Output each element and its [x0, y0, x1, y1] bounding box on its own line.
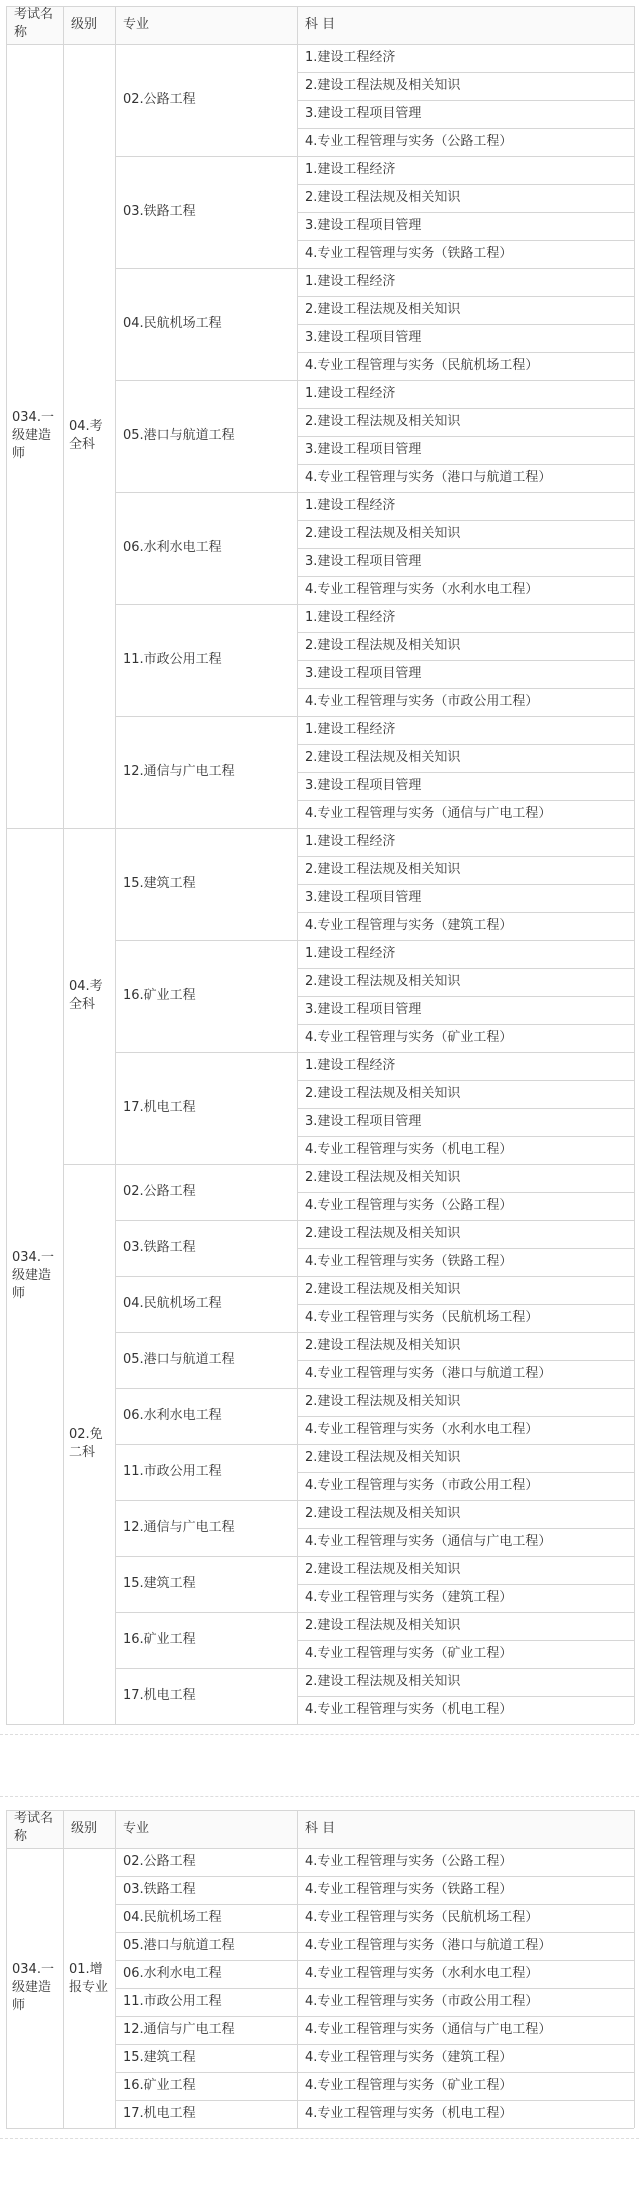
subject-cell: 2.建设工程法规及相关知识 — [305, 750, 461, 765]
major-cell: 04.民航机场工程 — [123, 316, 222, 331]
subject-cell: 4.专业工程管理与实务（市政公用工程） — [305, 1994, 539, 2009]
row-border — [297, 1472, 634, 1473]
subject-cell: 4.专业工程管理与实务（市政公用工程） — [305, 694, 539, 709]
subject-cell: 2.建设工程法规及相关知识 — [305, 1394, 461, 1409]
major-cell: 15.建筑工程 — [123, 876, 196, 891]
row-border — [297, 1416, 634, 1417]
row-border — [115, 1220, 634, 1221]
header-exam-name: 考试名称 — [14, 7, 54, 40]
major-cell: 06.水利水电工程 — [123, 540, 222, 555]
subject-cell: 4.专业工程管理与实务（水利水电工程） — [305, 1422, 539, 1437]
row-border — [115, 156, 634, 157]
subject-cell: 1.建设工程经济 — [305, 162, 396, 177]
subject-cell: 4.专业工程管理与实务（矿业工程） — [305, 1030, 513, 1045]
subject-cell: 4.专业工程管理与实务（建筑工程） — [305, 2050, 513, 2065]
row-border — [6, 1848, 634, 1849]
section-divider — [0, 1796, 639, 1797]
header-major: 专业 — [123, 1821, 150, 1836]
subject-cell: 3.建设工程项目管理 — [305, 218, 422, 233]
row-border — [115, 2044, 634, 2045]
major-cell: 04.民航机场工程 — [123, 1296, 222, 1311]
row-border — [6, 1724, 634, 1725]
row-border — [297, 1108, 634, 1109]
row-border — [115, 1932, 634, 1933]
subject-cell: 4.专业工程管理与实务（民航机场工程） — [305, 1910, 539, 1925]
subject-cell: 4.专业工程管理与实务（水利水电工程） — [305, 1966, 539, 1981]
major-cell: 05.港口与航道工程 — [123, 1938, 235, 1953]
subject-cell: 2.建设工程法规及相关知识 — [305, 1618, 461, 1633]
row-border — [297, 996, 634, 997]
subject-cell: 4.专业工程管理与实务（通信与广电工程） — [305, 1534, 552, 1549]
exam-table — [6, 6, 634, 1724]
exam-name-cell: 034.一级建造师 — [12, 410, 54, 461]
row-border — [297, 856, 634, 857]
header-major: 专业 — [123, 17, 150, 32]
row-border — [63, 1164, 634, 1165]
row-border — [115, 1988, 634, 1989]
subject-cell: 2.建设工程法规及相关知识 — [305, 1170, 461, 1185]
subject-cell: 2.建设工程法规及相关知识 — [305, 1450, 461, 1465]
subject-cell: 2.建设工程法规及相关知识 — [305, 414, 461, 429]
exam-name-cell: 034.一级建造师 — [12, 1962, 54, 2013]
subject-cell: 1.建设工程经济 — [305, 946, 396, 961]
row-border — [297, 520, 634, 521]
subject-cell: 3.建设工程项目管理 — [305, 1002, 422, 1017]
section-divider — [0, 1734, 639, 1735]
subject-cell: 2.建设工程法规及相关知识 — [305, 1674, 461, 1689]
major-cell: 03.铁路工程 — [123, 1882, 196, 1897]
subject-cell: 4.专业工程管理与实务（港口与航道工程） — [305, 1938, 552, 1953]
subject-cell: 4.专业工程管理与实务（矿业工程） — [305, 2078, 513, 2093]
header-level: 级别 — [71, 17, 98, 32]
row-border — [6, 44, 634, 45]
subject-cell: 4.专业工程管理与实务（通信与广电工程） — [305, 806, 552, 821]
subject-cell: 4.专业工程管理与实务（机电工程） — [305, 1142, 513, 1157]
subject-cell: 4.专业工程管理与实务（民航机场工程） — [305, 1310, 539, 1325]
column-border — [634, 6, 635, 1724]
major-cell: 16.矿业工程 — [123, 988, 196, 1003]
row-border — [297, 212, 634, 213]
major-cell: 05.港口与航道工程 — [123, 428, 235, 443]
row-border — [297, 240, 634, 241]
row-border — [115, 1904, 634, 1905]
subject-cell: 3.建设工程项目管理 — [305, 778, 422, 793]
major-cell: 15.建筑工程 — [123, 2050, 196, 2065]
subject-cell: 4.专业工程管理与实务（铁路工程） — [305, 246, 513, 261]
level-cell: 04.考全科 — [69, 419, 103, 452]
subject-cell: 1.建设工程经济 — [305, 610, 396, 625]
major-cell: 03.铁路工程 — [123, 204, 196, 219]
major-cell: 03.铁路工程 — [123, 1240, 196, 1255]
subject-cell: 4.专业工程管理与实务（水利水电工程） — [305, 582, 539, 597]
subject-cell: 4.专业工程管理与实务（机电工程） — [305, 1702, 513, 1717]
row-border — [115, 1332, 634, 1333]
major-cell: 17.机电工程 — [123, 2106, 196, 2121]
subject-cell: 3.建设工程项目管理 — [305, 106, 422, 121]
row-border — [297, 184, 634, 185]
row-border — [297, 1640, 634, 1641]
subject-cell: 4.专业工程管理与实务（公路工程） — [305, 134, 513, 149]
subject-cell: 4.专业工程管理与实务（市政公用工程） — [305, 1478, 539, 1493]
subject-cell: 2.建设工程法规及相关知识 — [305, 1086, 461, 1101]
row-border — [115, 1276, 634, 1277]
row-border — [6, 6, 634, 7]
subject-cell: 2.建设工程法规及相关知识 — [305, 974, 461, 989]
row-border — [297, 1248, 634, 1249]
subject-cell: 3.建设工程项目管理 — [305, 554, 422, 569]
row-border — [297, 772, 634, 773]
subject-cell: 2.建设工程法规及相关知识 — [305, 78, 461, 93]
header-subjects: 科 目 — [305, 1821, 336, 1836]
row-border — [115, 2072, 634, 2073]
row-border — [297, 324, 634, 325]
row-border — [297, 352, 634, 353]
subject-cell: 2.建设工程法规及相关知识 — [305, 190, 461, 205]
major-cell: 05.港口与航道工程 — [123, 1352, 235, 1367]
row-border — [115, 1960, 634, 1961]
column-border — [63, 6, 64, 1724]
row-border — [297, 660, 634, 661]
row-border — [6, 2128, 634, 2129]
subject-cell: 4.专业工程管理与实务（建筑工程） — [305, 918, 513, 933]
subject-cell: 2.建设工程法规及相关知识 — [305, 638, 461, 653]
major-cell: 12.通信与广电工程 — [123, 2022, 235, 2037]
row-border — [297, 128, 634, 129]
section-divider — [0, 2138, 639, 2139]
row-border — [6, 828, 634, 829]
major-cell: 11.市政公用工程 — [123, 1464, 222, 1479]
level-cell: 01.增报专业 — [69, 1962, 109, 1995]
subject-cell: 4.专业工程管理与实务（铁路工程） — [305, 1882, 513, 1897]
row-border — [297, 408, 634, 409]
subject-cell: 1.建设工程经济 — [305, 834, 396, 849]
column-border — [297, 1810, 298, 2128]
level-cell: 04.考全科 — [69, 979, 103, 1012]
major-cell: 15.建筑工程 — [123, 1576, 196, 1591]
subject-cell: 2.建设工程法规及相关知识 — [305, 1562, 461, 1577]
subject-cell: 4.专业工程管理与实务（建筑工程） — [305, 1590, 513, 1605]
column-border — [6, 1810, 7, 2128]
column-border — [63, 1810, 64, 2128]
subject-cell: 2.建设工程法规及相关知识 — [305, 1226, 461, 1241]
column-border — [115, 1810, 116, 2128]
subject-cell: 3.建设工程项目管理 — [305, 442, 422, 457]
row-border — [297, 576, 634, 577]
column-border — [634, 1810, 635, 2128]
major-cell: 11.市政公用工程 — [123, 1994, 222, 2009]
row-border — [115, 1612, 634, 1613]
row-border — [297, 1696, 634, 1697]
subject-cell: 2.建设工程法规及相关知识 — [305, 1282, 461, 1297]
subject-cell: 4.专业工程管理与实务（港口与航道工程） — [305, 1366, 552, 1381]
major-cell: 02.公路工程 — [123, 92, 196, 107]
row-border — [297, 968, 634, 969]
subject-cell: 1.建设工程经济 — [305, 498, 396, 513]
major-cell: 12.通信与广电工程 — [123, 764, 235, 779]
major-cell: 02.公路工程 — [123, 1184, 196, 1199]
major-cell: 06.水利水电工程 — [123, 1966, 222, 1981]
header-exam-name: 考试名称 — [14, 1811, 54, 1844]
subject-cell: 2.建设工程法规及相关知识 — [305, 302, 461, 317]
row-border — [115, 1052, 634, 1053]
row-border — [297, 548, 634, 549]
major-cell: 11.市政公用工程 — [123, 652, 222, 667]
row-border — [115, 716, 634, 717]
row-border — [115, 1876, 634, 1877]
level-cell: 02.免二科 — [69, 1427, 103, 1460]
subject-cell: 1.建设工程经济 — [305, 722, 396, 737]
subject-cell: 4.专业工程管理与实务（公路工程） — [305, 1198, 513, 1213]
exam-name-cell: 034.一级建造师 — [12, 1250, 54, 1301]
row-border — [115, 2100, 634, 2101]
subject-cell: 1.建设工程经济 — [305, 1058, 396, 1073]
subject-cell: 4.专业工程管理与实务（通信与广电工程） — [305, 2022, 552, 2037]
row-border — [115, 604, 634, 605]
row-border — [115, 1388, 634, 1389]
row-border — [297, 1080, 634, 1081]
row-border — [115, 940, 634, 941]
row-border — [297, 1136, 634, 1137]
column-border — [297, 6, 298, 1724]
row-border — [115, 1500, 634, 1501]
subject-cell: 4.专业工程管理与实务（民航机场工程） — [305, 358, 539, 373]
row-border — [115, 380, 634, 381]
header-level: 级别 — [71, 1821, 98, 1836]
row-border — [297, 1024, 634, 1025]
row-border — [297, 1528, 634, 1529]
row-border — [297, 464, 634, 465]
major-cell: 04.民航机场工程 — [123, 1910, 222, 1925]
subject-cell: 1.建设工程经济 — [305, 386, 396, 401]
major-cell: 17.机电工程 — [123, 1688, 196, 1703]
row-border — [297, 436, 634, 437]
subject-cell: 4.专业工程管理与实务（机电工程） — [305, 2106, 513, 2121]
row-border — [297, 1304, 634, 1305]
subject-cell: 2.建设工程法规及相关知识 — [305, 1506, 461, 1521]
row-border — [115, 1668, 634, 1669]
major-cell: 16.矿业工程 — [123, 2078, 196, 2093]
row-border — [115, 2016, 634, 2017]
major-cell: 06.水利水电工程 — [123, 1408, 222, 1423]
row-border — [297, 744, 634, 745]
row-border — [297, 296, 634, 297]
row-border — [115, 492, 634, 493]
subject-cell: 1.建设工程经济 — [305, 50, 396, 65]
header-subjects: 科 目 — [305, 17, 336, 32]
row-border — [115, 268, 634, 269]
row-border — [297, 100, 634, 101]
major-cell: 02.公路工程 — [123, 1854, 196, 1869]
row-border — [297, 912, 634, 913]
subject-cell: 3.建设工程项目管理 — [305, 1114, 422, 1129]
subject-cell: 2.建设工程法规及相关知识 — [305, 526, 461, 541]
row-border — [297, 72, 634, 73]
subject-cell: 1.建设工程经济 — [305, 274, 396, 289]
row-border — [6, 1810, 634, 1811]
subject-cell: 3.建设工程项目管理 — [305, 890, 422, 905]
column-border — [115, 6, 116, 1724]
subject-cell: 2.建设工程法规及相关知识 — [305, 1338, 461, 1353]
major-cell: 17.机电工程 — [123, 1100, 196, 1115]
row-border — [297, 1192, 634, 1193]
major-cell: 16.矿业工程 — [123, 1632, 196, 1647]
row-border — [297, 632, 634, 633]
row-border — [115, 1444, 634, 1445]
subject-cell: 3.建设工程项目管理 — [305, 330, 422, 345]
row-border — [297, 800, 634, 801]
row-border — [297, 1360, 634, 1361]
subject-cell: 4.专业工程管理与实务（公路工程） — [305, 1854, 513, 1869]
row-border — [115, 1556, 634, 1557]
column-border — [6, 6, 7, 1724]
subject-cell: 4.专业工程管理与实务（矿业工程） — [305, 1646, 513, 1661]
subject-cell: 2.建设工程法规及相关知识 — [305, 862, 461, 877]
row-border — [297, 884, 634, 885]
subject-cell: 4.专业工程管理与实务（港口与航道工程） — [305, 470, 552, 485]
subject-cell: 4.专业工程管理与实务（铁路工程） — [305, 1254, 513, 1269]
row-border — [297, 1584, 634, 1585]
row-border — [297, 688, 634, 689]
exam-table-additional — [6, 1810, 634, 2128]
subject-cell: 3.建设工程项目管理 — [305, 666, 422, 681]
major-cell: 12.通信与广电工程 — [123, 1520, 235, 1535]
